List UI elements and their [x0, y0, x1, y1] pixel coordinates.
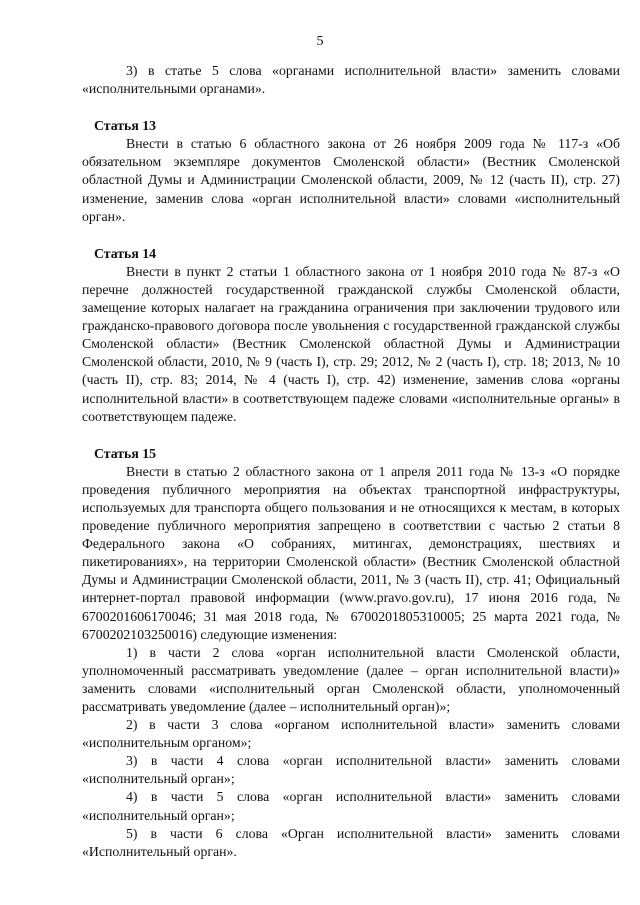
article-15-item-4: 4) в части 5 слова «орган исполнительной власти» заменить словами «исполнительный орган»; — [82, 789, 620, 823]
intro-paragraph: 3) в статье 5 слова «органами исполнительной власти» заменить словами «исполнительными органами». — [82, 63, 620, 97]
article-15-item-5: 5) в части 6 слова «Орган исполнительной власти» заменить словами «Исполнительный орган». — [82, 825, 620, 859]
article-15-paragraph: Внести в статью 2 областного закона от 1 апреля 2011 года № 13-з «О порядке проведения публичного мероприятия на объектах транспортной инфраструктуры, используемых для транспорта общего пользования и не относящихся к местам, в которых проведение публичного мероприятия запрещено в соответствии с частью 2 статьи 8 Федерального закона «О собраниях, митингах, демонстрациях, шествиях и пикетированиях», на территории Смоленской области» (Вестник Смоленской областной Думы и Администрации Смоленской области, 2011, № 3 (часть II), стр. 41; Официальный интернет-портал правовой информации (www.pravo.gov.ru), 17 июня 2016 года, № 6700201606170046; 31 мая 2018 года, № 6700201805310005; 25 марта 2021 года, № 6700202103250016) следующие изменения: — [82, 463, 620, 642]
page-number: 5 — [316, 34, 324, 49]
article-13 — [82, 117, 620, 226]
article-14-paragraph: Внести в пункт 2 статьи 1 областного закона от 1 ноября 2010 года № 87-з «О перечне должностей государственной гражданской службы Смоленской области, замещение которых налагает на гражданина ограничения при заключении трудового или гражданско-правового договора после увольнения с государственной гражданской службы Смоленской области» (Вестник Смоленской областной Думы и Администрации Смоленской области, 2010, № 9 (часть I), стр. 29; 2012, № 2 (часть I), стр. 18; 2013, № 10 (часть II), стр. 83; 2014, № 4 (часть I), стр. 42) изменение, заменив слова «органы исполнительной власти» в соответствующем падеже словами «исполнительные органы» в соответствующем падеже. — [82, 263, 620, 424]
article-15-item-3: 3) в части 4 слова «орган исполнительной власти» заменить словами «исполнительный орган»; — [82, 753, 620, 787]
article-13-heading: Статья 13 — [94, 118, 157, 134]
article-14 — [82, 245, 620, 426]
article-13-paragraph: Внести в статью 6 областного закона от 26 ноября 2009 года № 117-з «Об обязательном экземпляре документов Смоленской области» (Вестник Смоленской областной Думы и Администрации Смоленской области, 2009, № 12 (часть II), стр. 27) изменение, заменив слова «орган исполнительной власти» словами «исполнительный орган». — [82, 136, 620, 224]
article-15 — [82, 445, 620, 861]
article-15-item-2: 2) в части 3 слова «органом исполнительной власти» заменить словами «исполнительным органом»; — [82, 717, 620, 751]
article-15-item-1: 1) в части 2 слова «орган исполнительной власти Смоленской области, уполномоченный рассматривать уведомление (далее – орган исполнительной власти)» заменить словами «исполнительный орган Смоленской области, уполномоченный рассматривать уведомление (далее – исполнительный орган)»; — [82, 644, 620, 714]
article-15-heading: Статья 15 — [94, 445, 157, 461]
document-body — [82, 62, 620, 861]
article-14-heading: Статья 14 — [94, 245, 157, 261]
